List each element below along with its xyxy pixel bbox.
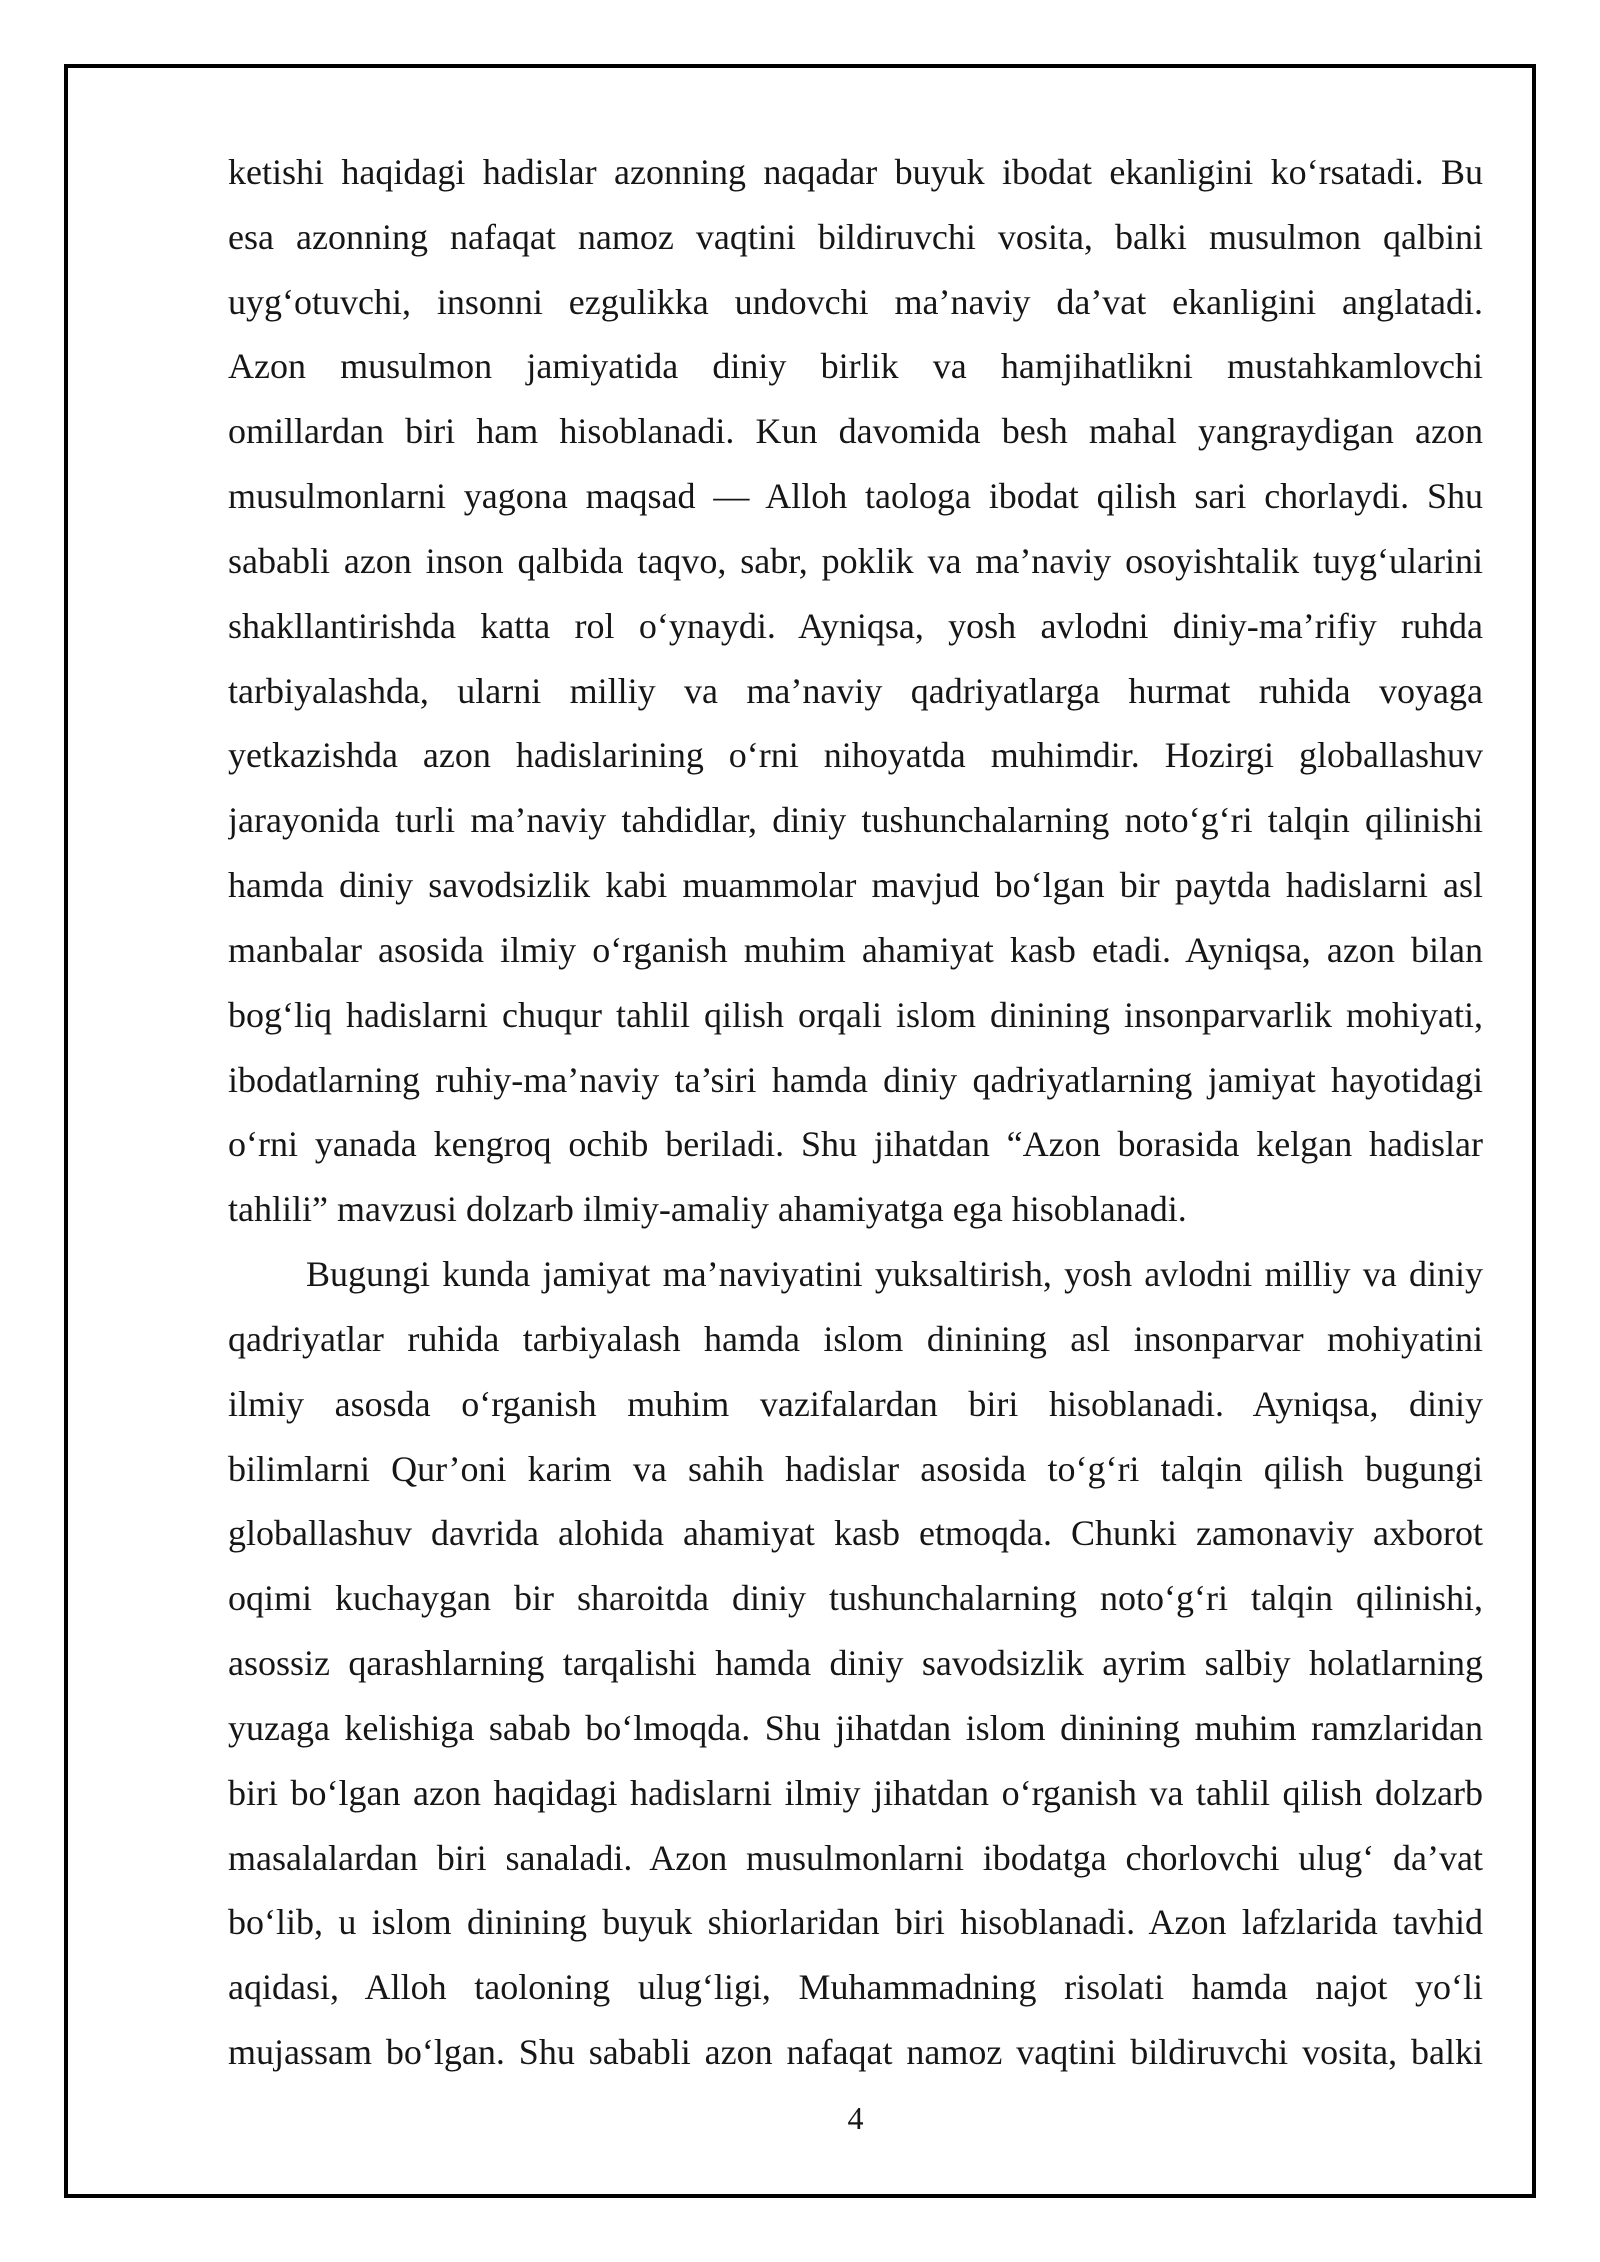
- text-line: omillardan biri ham hisoblanadi. Kun davomida besh mahal yangraydigan azon: [228, 411, 1483, 452]
- text-line: bilimlarni Qur’oni karim va sahih hadislar asosida to‘g‘ri talqin qilish bugungi: [228, 1448, 1483, 1489]
- text-line: esa azonning nafaqat namoz vaqtini bildiruvchi vosita, balki musulmon qalbini: [228, 216, 1483, 257]
- text-line: ketishi haqidagi hadislar azonning naqadar buyuk ibodat ekanligini ko‘rsatadi. Bu: [228, 152, 1483, 192]
- text-line: bo‘lib, u islom dinining buyuk shiorlaridan biri hisoblanadi. Azon lafzlarida tavhid: [228, 1902, 1483, 1943]
- text-line: qadriyatlar ruhida tarbiyalash hamda islom dinining asl insonparvar mohiyatini: [228, 1318, 1483, 1359]
- text-line: masalalardan biri sanaladi. Azon musulmonlarni ibodatga chorlovchi ulug‘ da’vat: [228, 1837, 1483, 1878]
- text-line: musulmonlarni yagona maqsad — Alloh taologa ibodat qilish sari chorlaydi. Shu: [228, 476, 1483, 517]
- text-line: biri bo‘lgan azon haqidagi hadislarni ilmiy jihatdan o‘rganish va tahlil qilish dolzarb: [228, 1772, 1483, 1813]
- text-line: shakllantirishda katta rol o‘ynaydi. Ayniqsa, yosh avlodni diniy-ma’rifiy ruhda: [228, 605, 1483, 646]
- text-line: globallashuv davrida alohida ahamiyat kasb etmoqda. Chunki zamonaviy axborot: [228, 1513, 1483, 1554]
- text-line: ilmiy asosda o‘rganish muhim vazifalardan biri hisoblanadi. Ayniqsa, diniy: [228, 1383, 1483, 1424]
- text-line: tarbiyalashda, ularni milliy va ma’naviy qadriyatlarga hurmat ruhida voyaga: [228, 670, 1483, 711]
- text-line: tahlili” mavzusi dolzarb ilmiy-amaliy ahamiyatga ega hisoblanadi.: [228, 1189, 1187, 1230]
- text-line: ibodatlarning ruhiy-ma’naviy ta’siri hamda diniy qadriyatlarning jamiyat hayotidagi: [228, 1059, 1483, 1100]
- text-line: jarayonida turli ma’naviy tahdidlar, diniy tushunchalarning noto‘g‘ri talqin qilinishi: [228, 800, 1483, 841]
- body-text: [228, 140, 1483, 2085]
- text-line: bog‘liq hadislarni chuqur tahlil qilish orqali islom dinining insonparvarlik mohiyati,: [228, 994, 1483, 1035]
- paragraph-1: [228, 140, 1483, 1242]
- text-line: hamda diniy savodsizlik kabi muammolar mavjud bo‘lgan bir paytda hadislarni asl: [228, 865, 1483, 906]
- text-line: o‘rni yanada kengroq ochib beriladi. Shu jihatdan “Azon borasida kelgan hadislar: [228, 1124, 1483, 1165]
- text-line: uyg‘otuvchi, insonni ezgulikka undovchi ma’naviy da’vat ekanligini anglatadi.: [228, 281, 1483, 322]
- text-line: yetkazishda azon hadislarining o‘rni nihoyatda muhimdir. Hozirgi globallashuv: [228, 735, 1483, 776]
- page-number: 4: [847, 2100, 864, 2136]
- paragraph-2: [228, 1242, 1483, 2085]
- text-line: sababli azon inson qalbida taqvo, sabr, poklik va ma’naviy osoyishtalik tuyg‘ularini: [228, 540, 1483, 581]
- text-line: mujassam bo‘lgan. Shu sababli azon nafaqat namoz vaqtini bildiruvchi vosita, balki: [228, 2032, 1483, 2073]
- text-line: oqimi kuchaygan bir sharoitda diniy tushunchalarning noto‘g‘ri talqin qilinishi,: [228, 1578, 1483, 1619]
- text-line: Azon musulmon jamiyatida diniy birlik va hamjihatlikni mustahkamlovchi: [228, 346, 1483, 387]
- text-line: Bugungi kunda jamiyat ma’naviyatini yuksaltirish, yosh avlodni milliy va diniy: [306, 1254, 1483, 1295]
- text-line: asossiz qarashlarning tarqalishi hamda diniy savodsizlik ayrim salbiy holatlarning: [228, 1643, 1483, 1684]
- text-line: manbalar asosida ilmiy o‘rganish muhim ahamiyat kasb etadi. Ayniqsa, azon bilan: [228, 929, 1483, 970]
- text-line: aqidasi, Alloh taoloning ulug‘ligi, Muhammadning risolati hamda najot yo‘li: [228, 1967, 1483, 2008]
- text-line: yuzaga kelishiga sabab bo‘lmoqda. Shu jihatdan islom dinining muhim ramzlaridan: [228, 1707, 1483, 1748]
